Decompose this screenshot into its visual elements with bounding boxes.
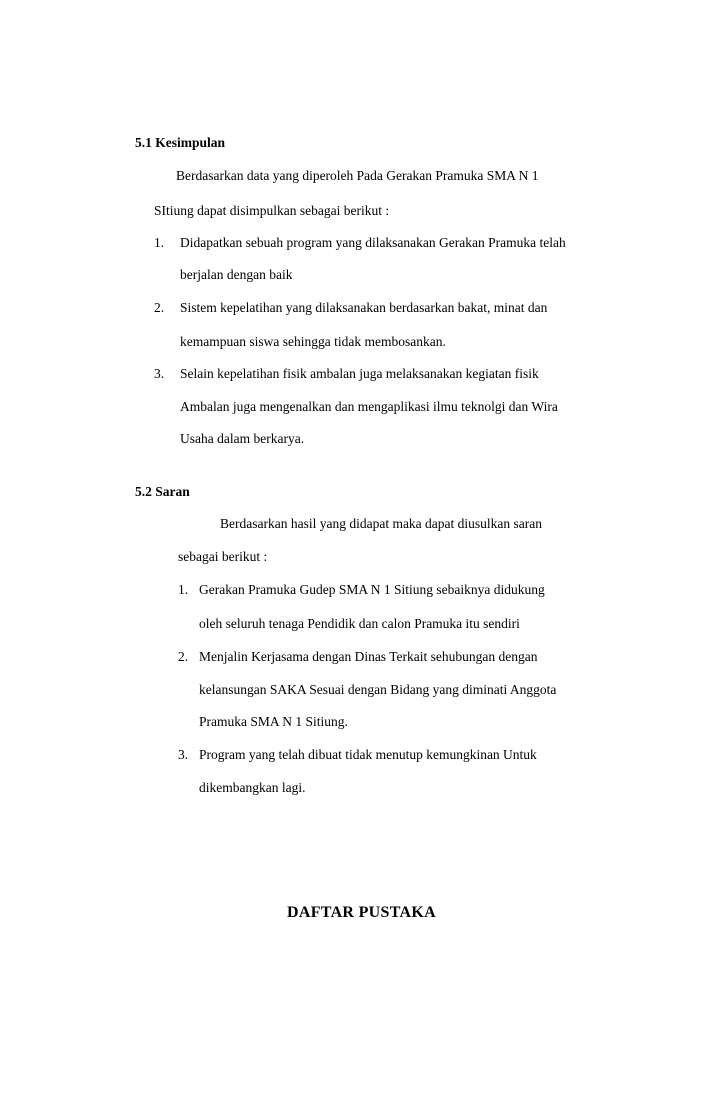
section-2-list-item-2-continuation-1: kelansungan SAKA Sesuai dengan Bidang yang diminati Anggota [199,682,557,697]
list-item-text: Program yang telah dibuat tidak menutup kemungkinan Untuk [199,747,537,762]
section-1-list-item-3-continuation-1: Ambalan juga mengenalkan dan mengaplikasi ilmu teknolgi dan Wira [180,399,558,414]
list-number: 2. [178,649,189,664]
list-number: 1. [178,582,189,597]
section-2-list-item-1 [178,582,545,598]
list-item-text: Menjalin Kerjasama dengan Dinas Terkait sehubungan dengan [199,649,538,664]
section-1-list-item-2 [154,300,547,316]
section-2-list-item-2 [178,649,537,665]
section-1-intro-line-2: SItiung dapat disimpulkan sebagai berikut : [154,203,390,218]
section-1-intro-line-1: Berdasarkan data yang diperoleh Pada Gerakan Pramuka SMA N 1 [176,168,539,183]
list-number: 3. [154,366,165,381]
list-item-text: Sistem kepelatihan yang dilaksanakan berdasarkan bakat, minat dan [180,300,548,315]
section-1-list-item-2-continuation: kemampuan siswa sehingga tidak membosankan. [180,334,446,349]
section-2-list-item-1-continuation: oleh seluruh tenaga Pendidik dan calon Pramuka itu sendiri [199,616,520,631]
list-number: 2. [154,300,165,315]
section-2-heading: 5.2 Saran [135,484,190,499]
section-2-intro-line-2: sebagai berikut : [178,549,268,564]
section-1-list-item-1-continuation: berjalan dengan baik [180,267,293,282]
list-item-text: Selain kepelatihan fisik ambalan juga melaksanakan kegiatan fisik [180,366,539,381]
list-number: 3. [178,747,189,762]
section-1-list-item-1 [154,235,566,251]
list-item-text: Didapatkan sebuah program yang dilaksanakan Gerakan Pramuka telah [180,235,566,250]
bibliography-title: DAFTAR PUSTAKA [287,904,436,921]
section-2-intro-line-1: Berdasarkan hasil yang didapat maka dapat diusulkan saran [220,516,543,531]
section-2-list-item-3 [178,747,537,763]
section-2-list-item-3-continuation: dikembangkan lagi. [199,780,306,795]
section-2-list-item-2-continuation-2: Pramuka SMA N 1 Sitiung. [199,714,348,729]
list-number: 1. [154,235,165,250]
section-1-list-item-3-continuation-2: Usaha dalam berkarya. [180,431,305,446]
list-item-text: Gerakan Pramuka Gudep SMA N 1 Sitiung sebaiknya didukung [199,582,545,597]
section-1-list-item-3 [154,366,539,382]
section-1-heading: 5.1 Kesimpulan [135,135,226,150]
